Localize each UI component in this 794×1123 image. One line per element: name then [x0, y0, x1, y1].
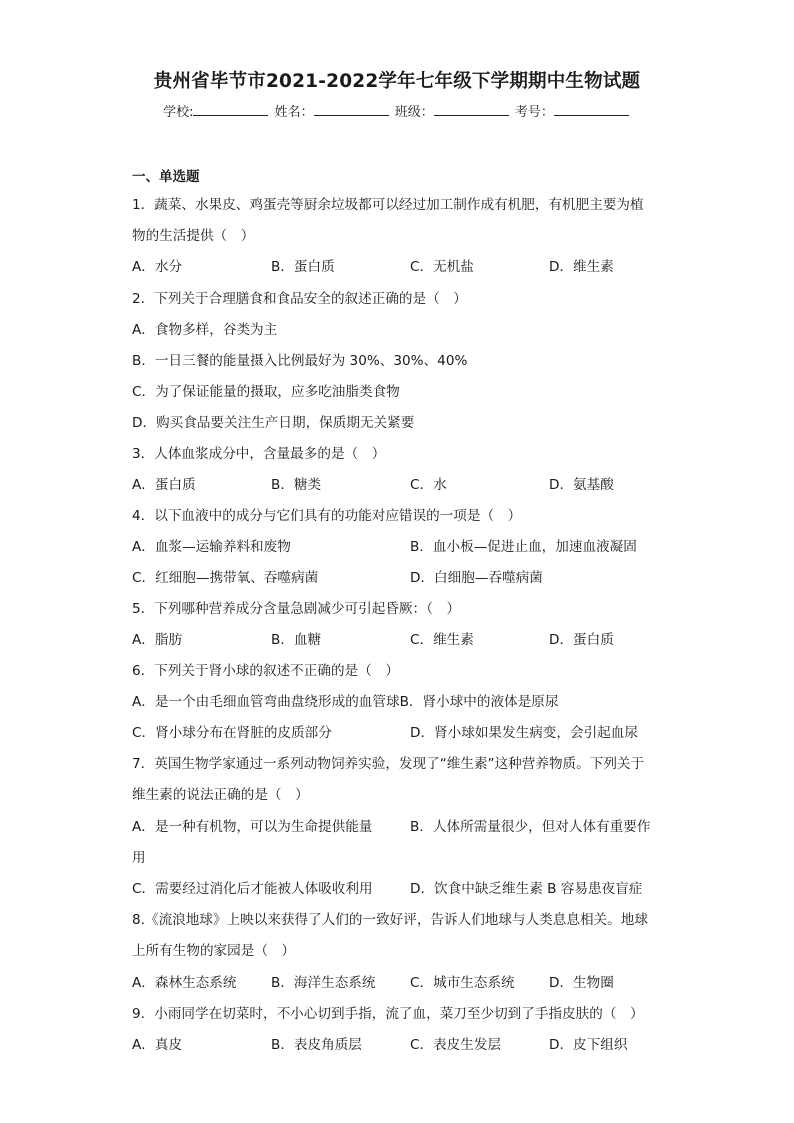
q7-option-c: C．需要经过消化后才能被人体吸收利用 [132, 881, 373, 897]
q9-option-a: A．真皮 [132, 1037, 183, 1053]
q3-option-d: D．氨基酸 [549, 477, 614, 493]
q2-stem: 2．下列关于合理膳食和食品安全的叙述正确的是（ ） [132, 291, 467, 307]
q6-stem: 6．下列关于肾小球的叙述不正确的是（ ） [132, 663, 399, 679]
q8-stem-line1: 8.《流浪地球》上映以来获得了人们的一致好评，告诉人们地球与人类息息相关。地球 [132, 912, 648, 928]
q3-stem: 3．人体血浆成分中，含量最多的是（ ） [132, 446, 386, 462]
q2-option-a: A．食物多样，谷类为主 [132, 322, 278, 338]
q5-option-b: B．血糖 [271, 632, 322, 648]
q4-option-c: C．红细胞—携带氧、吞噬病菌 [132, 570, 319, 586]
q1-option-b: B．蛋白质 [271, 259, 335, 275]
class-blank [434, 103, 509, 116]
q8-option-c: C．城市生态系统 [410, 975, 515, 991]
q7-stem-line1: 7．英国生物学家通过一系列动物饲养实验，发现了“维生素”这种营养物质。下列关于 [132, 756, 645, 772]
q1-stem-line2: 物的生活提供（ ） [132, 228, 255, 244]
name-label: 姓名： [274, 105, 314, 120]
q9-option-c: C．表皮生发层 [410, 1037, 502, 1053]
q4-option-a: A．血浆—运输养料和废物 [132, 539, 291, 555]
q1-stem-line1: 1．蔬菜、水果皮、鸡蛋壳等厨余垃圾都可以经过加工制作成有机肥，有机肥主要为植 [132, 197, 644, 213]
q6-option-c: C．肾小球分布在肾脏的皮质部分 [132, 725, 332, 741]
q2-option-b: B．一日三餐的能量摄入比例最好为 30%、30%、40% [132, 353, 468, 369]
q1-option-a: A．水分 [132, 259, 183, 275]
q5-option-d: D．蛋白质 [549, 632, 614, 648]
q9-option-d: D．皮下组织 [549, 1037, 628, 1053]
section-heading: 一、单选题 [132, 169, 200, 185]
student-info-row [0, 101, 794, 120]
q4-option-d: D．白细胞—吞噬病菌 [410, 570, 543, 586]
q2-option-d: D．购买食品要关注生产日期，保质期无关紧要 [132, 415, 415, 431]
q9-option-b: B．表皮角质层 [271, 1037, 362, 1053]
q8-option-a: A．森林生态系统 [132, 975, 237, 991]
exam-number-blank [554, 103, 629, 116]
q5-option-a: A．脂肪 [132, 632, 183, 648]
q8-option-d: D．生物圈 [549, 975, 614, 991]
document-title: 贵州省毕节市2021-2022学年七年级下学期期中生物试题 [153, 71, 641, 92]
q8-option-b: B．海洋生态系统 [271, 975, 376, 991]
q1-option-c: C．无机盐 [410, 259, 474, 275]
name-blank [314, 103, 389, 116]
q5-option-c: C．维生素 [410, 632, 474, 648]
q3-option-c: C．水 [410, 477, 447, 493]
q7-stem-line2: 维生素的说法正确的是（ ） [132, 787, 309, 803]
q7-option-a: A．是一种有机物，可以为生命提供能量 [132, 819, 373, 835]
q7-option-b: B．人体所需量很少，但对人体有重要作 [410, 819, 651, 835]
school-label: 学校: [163, 105, 194, 120]
q2-option-c: C．为了保证能量的摄取，应多吃油脂类食物 [132, 384, 400, 400]
q7-option-d: D．饮食中缺乏维生素 B 容易患夜盲症 [410, 881, 643, 897]
q4-option-b: B．血小板—促进止血，加速血液凝固 [410, 539, 637, 555]
q8-stem-line2: 上所有生物的家园是（ ） [132, 943, 296, 959]
q3-option-b: B．糖类 [271, 477, 322, 493]
q6-option-d: D．肾小球如果发生病变，会引起血尿 [410, 725, 638, 741]
q3-option-a: A．蛋白质 [132, 477, 196, 493]
q9-stem: 9．小雨同学在切菜时，不小心切到手指，流了血，菜刀至少切到了手指皮肤的（ ） [132, 1006, 644, 1022]
q4-stem: 4．以下血液中的成分与它们具有的功能对应错误的一项是（ ） [132, 508, 522, 524]
q6-option-a-b: A．是一个由毛细血管弯曲盘绕形成的血管球B．肾小球中的液体是原尿 [132, 694, 559, 710]
q1-option-d: D．维生素 [549, 259, 614, 275]
class-label: 班级： [394, 105, 434, 120]
exam-number-label: 考号： [514, 105, 554, 120]
school-blank [193, 103, 268, 116]
q5-stem: 5．下列哪种营养成分含量急剧减少可引起昏厥：（ ） [132, 601, 461, 617]
q7-option-b-continued: 用 [132, 850, 146, 866]
